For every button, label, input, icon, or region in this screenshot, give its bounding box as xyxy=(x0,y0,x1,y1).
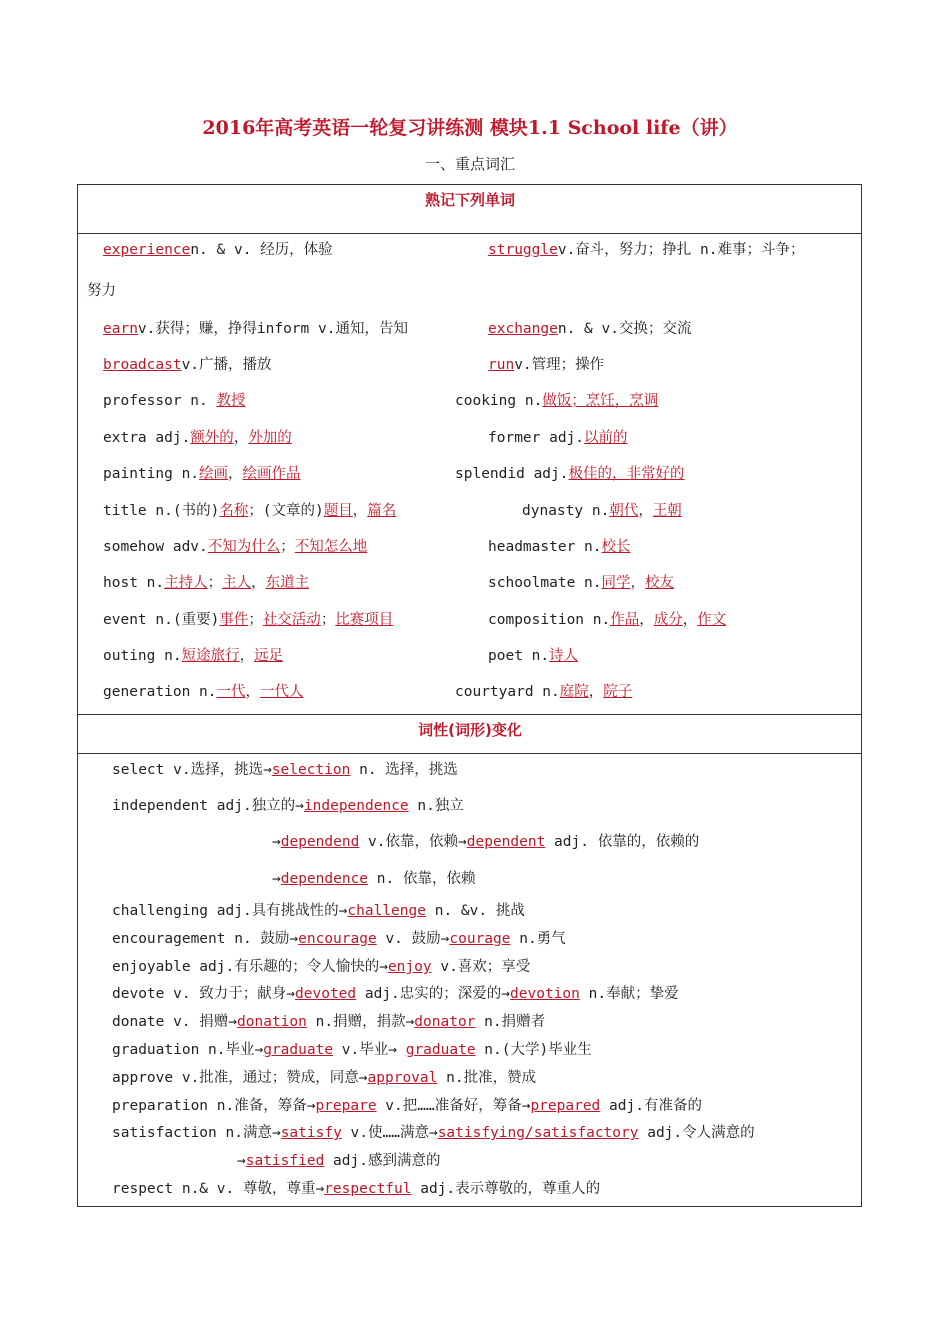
word-form-line xyxy=(272,867,475,888)
line-text: adj.有准备的 xyxy=(600,1098,702,1114)
answer-blank: 东道主 xyxy=(265,575,310,591)
answer-blank: 极佳的，非常好的 xyxy=(568,466,685,482)
answer-blank: 诗人 xyxy=(549,648,579,664)
vocab-entry-right xyxy=(488,353,604,374)
answer-blank: 社交活动 xyxy=(262,612,321,628)
line-text: host n. xyxy=(103,575,165,591)
line-text: poet n. xyxy=(488,648,550,664)
word-form-line xyxy=(112,927,566,948)
line-text: challenging adj.具有挑战性的→ xyxy=(112,903,348,919)
answer-blank: 一代 xyxy=(216,684,246,700)
answer-blank: 一代人 xyxy=(260,684,304,700)
answer-blank: 主人 xyxy=(222,575,252,591)
line-text: n.奉献；挚爱 xyxy=(579,986,679,1002)
line-text: event n.(重要) xyxy=(103,612,220,628)
word-form-line xyxy=(112,1177,600,1198)
line-text: donate v. 捐赠→ xyxy=(112,1014,238,1030)
answer-blank: encourage xyxy=(298,931,377,947)
answer-blank: graduate xyxy=(405,1042,476,1058)
answer-blank: approval xyxy=(367,1070,438,1086)
vocab-entry-right xyxy=(488,571,674,592)
vocab-entry-left xyxy=(103,499,396,520)
answer-blank: broadcast xyxy=(103,357,182,373)
answer-blank: experience xyxy=(103,242,191,258)
answer-blank: devotion xyxy=(510,986,580,1002)
answer-blank: 作品 xyxy=(610,612,640,628)
line-text: courtyard n. xyxy=(455,684,560,700)
answer-blank: 以前的 xyxy=(584,430,628,446)
vocab-entry-left xyxy=(103,462,301,483)
word-form-line xyxy=(112,1066,536,1087)
answer-blank: donation xyxy=(237,1014,307,1030)
line-text: n.捐赠，捐款→ xyxy=(306,1014,415,1030)
line-text: headmaster n. xyxy=(488,539,602,555)
line-text: devote v. 致力于；献身→ xyxy=(112,986,296,1002)
word-form-line xyxy=(112,758,458,779)
line-text: professor n. xyxy=(103,393,217,409)
line-text: somehow adv. xyxy=(103,539,208,555)
answer-blank: prepare xyxy=(315,1098,377,1114)
line-text: ， xyxy=(638,503,653,519)
answer-blank: respectful xyxy=(324,1181,412,1197)
answer-blank: satisfied xyxy=(245,1153,325,1169)
line-text: n. 依靠，依赖 xyxy=(368,871,476,887)
line-text: enjoyable adj.有乐趣的；令人愉快的→ xyxy=(112,959,388,975)
answer-blank: 篇名 xyxy=(367,503,397,519)
line-text: n.勇气 xyxy=(510,931,566,947)
answer-blank: donator xyxy=(414,1014,476,1030)
line-text: n. & v.交换；交流 xyxy=(557,321,692,337)
word-form-line xyxy=(112,955,530,976)
answer-blank: 做饭；烹饪，烹调 xyxy=(542,393,659,409)
answer-blank: 王朝 xyxy=(652,503,682,519)
line-text: v.获得；赚，挣得inform v.通知，告知 xyxy=(137,321,408,337)
vocab-entry-left xyxy=(103,389,246,410)
line-text: adj.表示尊敬的，尊重人的 xyxy=(411,1181,601,1197)
answer-blank: satisfying/satisfactory xyxy=(437,1125,639,1141)
line-text: select v.选择，挑选→ xyxy=(112,762,272,778)
line-text: n.捐赠者 xyxy=(475,1014,546,1030)
vocab-entry-left xyxy=(103,317,408,338)
answer-blank: struggle xyxy=(488,242,558,258)
line-text: → xyxy=(272,871,281,887)
answer-blank: enjoy xyxy=(387,959,432,975)
answer-blank: 外加的 xyxy=(248,430,292,446)
vocab-entry-left xyxy=(103,571,309,592)
word-form-line xyxy=(237,1149,440,1170)
answer-blank: 成分 xyxy=(653,612,683,628)
word-form-line xyxy=(112,1094,702,1115)
line-text: extra adj. xyxy=(103,430,191,446)
answer-blank: exchange xyxy=(488,321,558,337)
answer-blank: 校长 xyxy=(601,539,631,555)
line-text: ； xyxy=(280,539,295,555)
answer-blank: 不知怎么地 xyxy=(294,539,368,555)
vocab-entry-right xyxy=(455,389,658,410)
word-form-line xyxy=(112,1010,545,1031)
line-text: ， xyxy=(233,430,249,446)
section-heading: 一、重点词汇 xyxy=(424,155,515,173)
line-text: ， xyxy=(245,684,260,700)
answer-blank: 作文 xyxy=(697,612,727,628)
answer-blank: dependence xyxy=(280,871,369,887)
line-text: ， xyxy=(588,684,604,700)
word-forms-heading: 词性(词形)变化 xyxy=(418,721,522,739)
answer-blank: challenge xyxy=(347,903,426,919)
line-text: ， xyxy=(682,612,698,628)
answer-blank: 校友 xyxy=(645,575,674,591)
line-text: schoolmate n. xyxy=(488,575,602,591)
answer-blank: 名称 xyxy=(219,503,249,519)
answer-blank: devoted xyxy=(295,986,357,1002)
vocab-entry-right xyxy=(455,462,685,483)
line-text: → xyxy=(272,834,281,850)
line-text: n. & v. 经历，体验 xyxy=(190,242,333,258)
vocab-entry-right xyxy=(488,608,726,629)
answer-blank: 事件 xyxy=(219,612,249,628)
word-form-line xyxy=(112,899,525,920)
word-form-line xyxy=(112,982,679,1003)
line-text: ； xyxy=(207,575,223,591)
line-text: splendid adj. xyxy=(455,466,569,482)
answer-blank: dependend xyxy=(280,834,360,850)
vocab-entry-left xyxy=(103,535,367,556)
word-form-line xyxy=(112,1121,755,1142)
answer-blank: earn xyxy=(103,321,138,337)
vocabulary-heading: 熟记下列单词 xyxy=(424,191,515,209)
line-text: v.广播，播放 xyxy=(181,357,272,373)
line-text: v.喜欢；享受 xyxy=(431,959,531,975)
line-text: independent adj.独立的→ xyxy=(112,798,304,814)
line-text: adj.令人满意的 xyxy=(638,1125,755,1141)
line-text: graduation n.毕业→ xyxy=(112,1042,264,1058)
answer-blank: 同学 xyxy=(601,575,631,591)
line-text: v.依靠，依赖→ xyxy=(359,834,467,850)
answer-blank: 不知为什么 xyxy=(207,539,281,555)
wrapped-text: 努力 xyxy=(87,283,116,299)
word-form-line xyxy=(272,830,699,851)
line-text: ；(文章的) xyxy=(248,503,324,519)
line-text: ， xyxy=(639,612,654,628)
vocab-entry-right xyxy=(488,238,805,259)
answer-blank: courage xyxy=(449,931,511,947)
line-text: n.批准，赞成 xyxy=(437,1070,537,1086)
vocab-entry-right xyxy=(488,535,631,556)
line-text: n.独立 xyxy=(408,798,464,814)
answer-blank: 额外的 xyxy=(190,430,234,446)
answer-blank: 短途旅行 xyxy=(181,648,240,664)
line-text: v.毕业→ xyxy=(333,1042,406,1058)
vocab-entry-left xyxy=(103,680,304,701)
line-text: v.使……满意→ xyxy=(341,1125,438,1141)
answer-blank: 远足 xyxy=(254,648,284,664)
line-text: dynasty n. xyxy=(522,503,610,519)
document-title: 2016年高考英语一轮复习讲练测 模块1.1 School life（讲） xyxy=(202,117,738,139)
line-text: ； xyxy=(320,612,336,628)
answer-blank: graduate xyxy=(263,1042,334,1058)
vocab-entry-left xyxy=(103,608,393,629)
answer-blank: 绘画 xyxy=(199,466,229,482)
vocab-entry-left xyxy=(103,426,292,447)
line-text: outing n. xyxy=(103,648,182,664)
line-text: ； xyxy=(248,612,263,628)
answer-blank: satisfy xyxy=(280,1125,342,1141)
line-text: ， xyxy=(239,648,255,664)
answer-blank: dependent xyxy=(466,834,546,850)
line-text: adj.忠实的；深爱的→ xyxy=(356,986,511,1002)
line-text: ， xyxy=(630,575,645,591)
answer-blank: 朝代 xyxy=(609,503,639,519)
line-text: n. &v. 挑战 xyxy=(425,903,525,919)
line-text: approve v.批准，通过；赞成，同意→ xyxy=(112,1070,368,1086)
line-text: composition n. xyxy=(488,612,611,628)
answer-blank: selection xyxy=(271,762,351,778)
line-text: former adj. xyxy=(488,430,585,446)
vocab-entry-right xyxy=(488,317,691,338)
answer-blank: 题目 xyxy=(323,503,353,519)
line-text: cooking n. xyxy=(455,393,543,409)
line-text: ， xyxy=(228,466,243,482)
vocab-entry-right xyxy=(488,426,628,447)
line-text: v.奋斗，努力；挣扎 n.难事；斗争； xyxy=(557,242,805,258)
line-text: generation n. xyxy=(103,684,217,700)
vocab-entry-right xyxy=(488,644,578,665)
line-text: satisfaction n.满意→ xyxy=(112,1125,281,1141)
answer-blank: 院子 xyxy=(603,684,633,700)
answer-blank: 庭院 xyxy=(559,684,589,700)
line-text: ， xyxy=(251,575,266,591)
answer-blank: run xyxy=(488,357,515,373)
line-text: respect n.& v. 尊敬，尊重→ xyxy=(112,1181,325,1197)
word-form-line xyxy=(112,794,464,815)
line-text: adj.感到满意的 xyxy=(324,1153,441,1169)
line-text: v. 鼓励→ xyxy=(376,931,450,947)
answer-blank: independence xyxy=(303,798,409,814)
line-text: n. 选择，挑选 xyxy=(350,762,458,778)
vocab-entry-right xyxy=(455,680,632,701)
vocab-entry-left xyxy=(103,644,283,665)
answer-blank: 主持人 xyxy=(164,575,208,591)
line-text: painting n. xyxy=(103,466,200,482)
line-text: encouragement n. 鼓励→ xyxy=(112,931,299,947)
answer-blank: 比赛项目 xyxy=(335,612,394,628)
vocab-entry-left xyxy=(103,353,272,374)
line-text: title n.(书的) xyxy=(103,503,220,519)
line-text: adj. 依靠的，依赖的 xyxy=(545,834,700,850)
line-text: n.(大学)毕业生 xyxy=(475,1042,592,1058)
answer-blank: 绘画作品 xyxy=(242,466,301,482)
answer-blank: 教授 xyxy=(216,393,246,409)
line-text: preparation n.准备，筹备→ xyxy=(112,1098,316,1114)
line-text: v.管理；操作 xyxy=(514,357,605,373)
answer-blank: prepared xyxy=(530,1098,601,1114)
word-form-line xyxy=(112,1038,592,1059)
line-text: → xyxy=(237,1153,246,1169)
line-text: ， xyxy=(352,503,368,519)
line-text: v.把……准备好，筹备→ xyxy=(376,1098,531,1114)
vocab-entry-right xyxy=(522,499,682,520)
vocab-entry-left xyxy=(103,238,333,259)
